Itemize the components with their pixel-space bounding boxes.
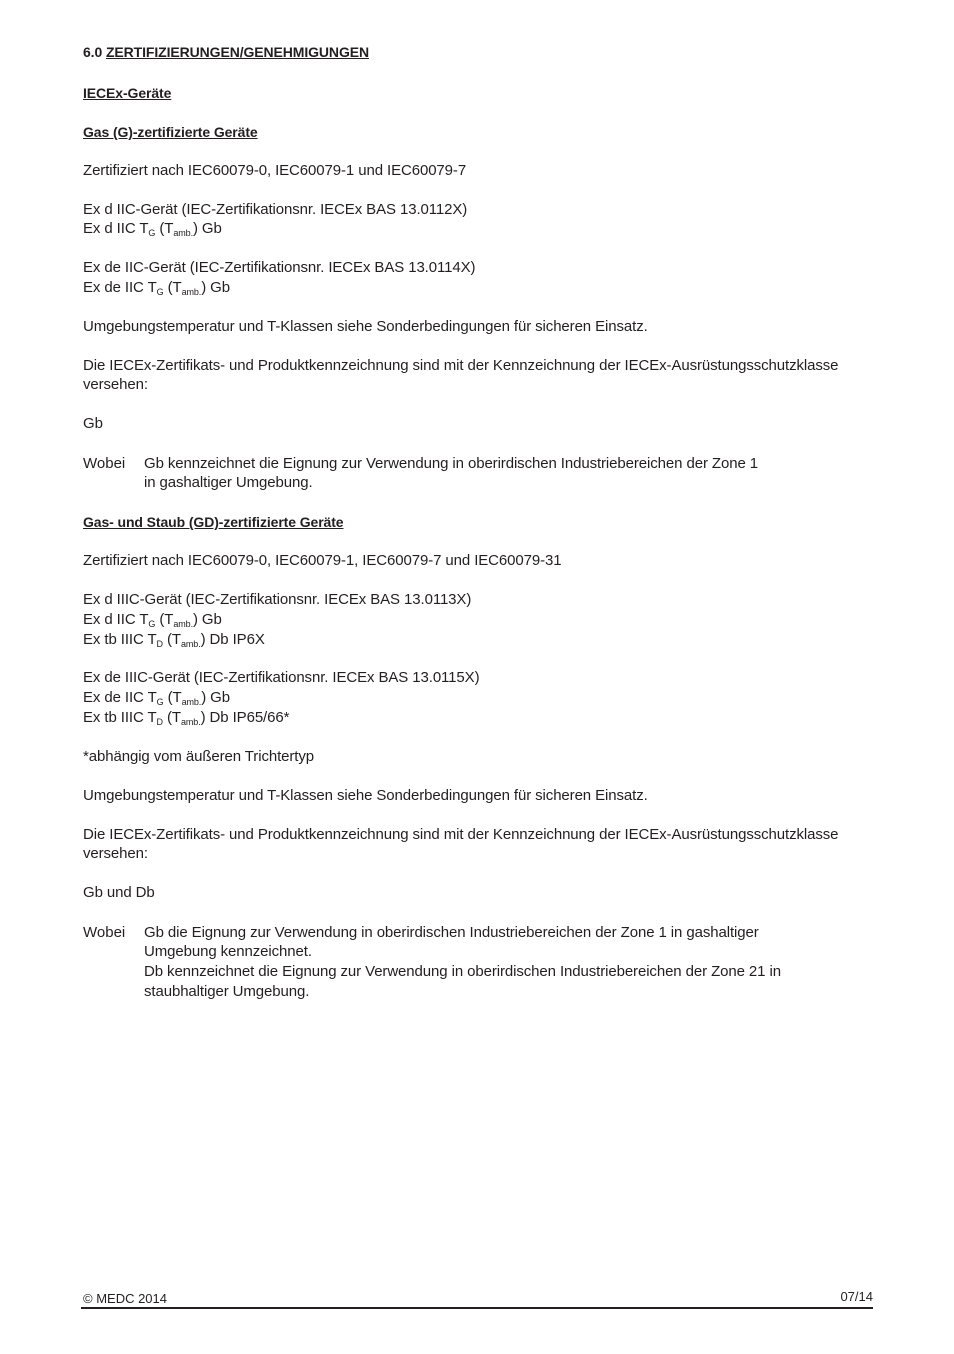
section-title: ZERTIFIZIERUNGEN/GENEHMIGUNGEN: [105, 44, 369, 60]
gasdust-where-label: Wobei: [83, 924, 126, 941]
gas-exde-device: Ex de IIC-Gerät (IEC-Zertifikationsnr. IECEx BAS 13.0114X): [83, 259, 476, 276]
gasdust-certified-text: Zertifiziert nach IEC60079-0, IEC60079-1, IEC60079-7 und IEC60079-31: [83, 552, 562, 569]
gasdust-exd-device: Ex d IIIC-Gerät (IEC-Zertifikationsnr. IECEx BAS 13.0113X): [83, 591, 472, 608]
gas-where-line1: Gb kennzeichnet die Eignung zur Verwendung in oberirdischen Industriebereichen der Zone 1: [144, 455, 759, 472]
section-heading: [83, 43, 369, 62]
gasdust-marking-text-line1: Die IECEx-Zertifikats- und Produktkennzeichnung sind mit der Kennzeichnung der IECEx-Ausrüstungsschutzklasse: [83, 826, 839, 843]
gas-exd-device: Ex d IIC-Gerät (IEC-Zertifikationsnr. IECEx BAS 13.0112X): [83, 201, 468, 218]
gas-exde-marking: Ex de IIC $T_G$ $(T_{amb.})$ Gb: [83, 279, 230, 297]
gasdust-exd-marking-gas: Ex d IIC $T_G$ $(T_{amb.})$ Gb: [83, 611, 222, 629]
gasdust-exd-marking-dust: Ex tb IIIC $T_D$ $(T_{amb.})$ Db IP6X: [83, 631, 265, 649]
gas-where-label: Wobei: [83, 455, 126, 472]
gasdust-heading: Gas- und Staub (GD)-zertifizierte Geräte: [83, 514, 344, 530]
gas-where-line2: in gashaltiger Umgebung.: [144, 474, 313, 491]
section-number: 6.0: [83, 44, 103, 60]
gas-epl: Gb: [83, 415, 103, 432]
gas-certified-text: Zertifiziert nach IEC60079-0, IEC60079-1 und IEC60079-7: [83, 162, 467, 179]
gasdust-ambient-text: Umgebungstemperatur und T-Klassen siehe Sonderbedingungen für sicheren Einsatz.: [83, 787, 648, 804]
gasdust-exde-marking-dust: Ex tb IIIC $T_D$ $(T_{amb.})$ Db IP65/66*: [83, 709, 290, 727]
footer-date: 07/14: [840, 1289, 873, 1304]
gas-heading: Gas (G)-zertifizierte Geräte: [83, 124, 258, 140]
footer-copyright: © MEDC 2014: [83, 1291, 167, 1306]
gasdust-exde-marking-gas: Ex de IIC $T_G$ $(T_{amb.})$ Gb: [83, 689, 230, 707]
gasdust-marking-text-line2: versehen:: [83, 845, 148, 862]
gas-exd-marking: Ex d IIC $T_G$ $(T_{amb.})$ Gb: [83, 220, 222, 238]
gasdust-where-line2: Umgebung kennzeichnet.: [144, 943, 312, 960]
gas-marking-text-line2: versehen:: [83, 376, 148, 393]
gasdust-footnote: *abhängig vom äußeren Trichtertyp: [83, 748, 314, 765]
gasdust-epl: Gb und Db: [83, 884, 155, 901]
gasdust-where-line1: Gb die Eignung zur Verwendung in oberirdischen Industriebereichen der Zone 1 in gashaltiger: [144, 924, 759, 941]
gas-ambient-text: Umgebungstemperatur und T-Klassen siehe Sonderbedingungen für sicheren Einsatz.: [83, 318, 648, 335]
gasdust-where-line4: staubhaltiger Umgebung.: [144, 983, 310, 1000]
footer-divider: [81, 1307, 873, 1309]
gasdust-where-line3: Db kennzeichnet die Eignung zur Verwendung in oberirdischen Industriebereichen der Zone 21 in: [144, 963, 781, 980]
gas-marking-text-line1: Die IECEx-Zertifikats- und Produktkennzeichnung sind mit der Kennzeichnung der IECEx-Ausrüstungsschutzklasse: [83, 357, 839, 374]
gasdust-exde-device: Ex de IIIC-Gerät (IEC-Zertifikationsnr. IECEx BAS 13.0115X): [83, 669, 480, 686]
iecex-subheading: IECEx-Geräte: [83, 85, 172, 101]
